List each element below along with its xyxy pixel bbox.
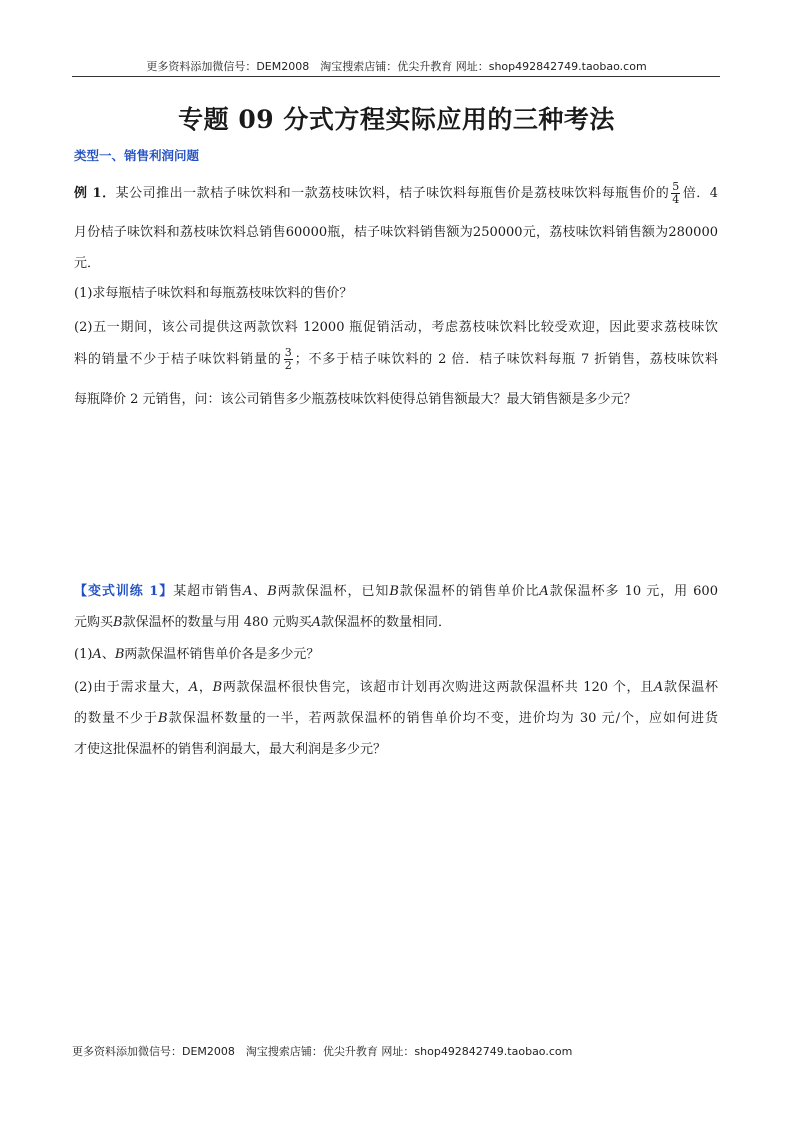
variant1-line1	[74, 580, 718, 599]
fraction-three-halves	[284, 347, 293, 372]
v1-l2-b: 款保温杯的数量与用 480 元购买	[122, 615, 312, 630]
var-a: A	[311, 615, 322, 630]
v1-q2-c: 款保温杯	[663, 680, 718, 695]
v1-l2-a: 元购买	[74, 615, 114, 630]
v1-q2-a: (2)由于需求量大，	[74, 680, 189, 695]
page-title: 专题 09 分式方程实际应用的三种考法	[178, 105, 615, 134]
v1-t4: 款保温杯多 10 元，用 600	[548, 584, 718, 599]
example1-question2-line2	[74, 347, 718, 372]
var-b: B	[212, 680, 223, 695]
example1-line1	[74, 181, 718, 206]
example1-line2: 月份桔子味饮料和荔枝味饮料总销售60000瓶，桔子味饮料销售额为250000元，荔枝味饮料销售额为280000	[74, 225, 718, 240]
var-b: B	[113, 615, 123, 630]
v1-sep: 、	[252, 584, 268, 599]
var-a: A	[653, 680, 664, 695]
variant1-line2	[74, 611, 451, 630]
fraction-numerator: 3	[284, 346, 292, 359]
v1-q2-b: 两款保温杯很快售完，该超市计划再次购进这两款保温杯共 120 个，且	[222, 680, 654, 695]
v1-sep: 、	[101, 647, 115, 662]
variant1-tag: 【变式训练 1】	[74, 584, 174, 599]
v1-q2-l2-b: 款保温杯数量的一半，若两款保温杯的销售单价均不变，进价均为 30 元/个，应如何进货	[167, 711, 718, 726]
variant1-question2-line2	[74, 707, 718, 726]
var-b: B	[158, 711, 168, 726]
var-a: A	[539, 584, 549, 599]
example1-text-a: 某公司推出一款桔子味饮料和一款荔枝味饮料，桔子味饮料每瓶售价是荔枝味饮料每瓶售价的	[115, 186, 670, 201]
v1-t3: 款保温杯的销售单价比	[398, 584, 540, 599]
var-a: A	[188, 680, 199, 695]
v1-t2: 两款保温杯，已知	[276, 584, 390, 599]
example1-question2-line3: 每瓶降价 2 元销售，问：该公司销售多少瓶荔枝味饮料使得总销售额最大？最大销售额是多少元？	[74, 392, 637, 407]
v1-l2-c: 款保温杯的数量相同．	[321, 615, 452, 630]
fraction-numerator: 5	[672, 180, 680, 193]
fraction-five-fourths	[671, 181, 680, 206]
var-b: B	[389, 584, 399, 599]
fraction-denominator: 2	[284, 359, 292, 372]
v1-q2-l2-a: 的数量不少于	[74, 711, 159, 726]
v1-comma: ，	[198, 680, 213, 695]
example1-text-b: 倍．4	[682, 186, 718, 201]
var-b: B	[267, 584, 277, 599]
page-header: 更多资料添加微信号：DEM2008 淘宝搜索店铺：优尖升教育 网址：shop492842749.taobao.com	[146, 60, 647, 73]
v1-t1: 某超市销售	[173, 584, 243, 599]
section-heading-sales-profit: 类型一、销售利润问题	[74, 148, 200, 163]
variant1-question2-line1	[74, 676, 718, 695]
example1-question2-line1: (2)五一期间，该公司提供这两款饮料 12000 瓶促销活动，考虑荔枝味饮料比较受欢迎，因此要求荔枝味饮	[74, 320, 718, 335]
q2-text-b: ；不多于桔子味饮料的 2 倍．桔子味饮料每瓶 7 折销售，荔枝味饮料	[294, 352, 718, 367]
variant1-question1	[74, 643, 319, 662]
example1-line3: 元．	[74, 256, 101, 271]
example1-label: 例 1．	[74, 186, 116, 201]
v1-q1-a: (1)	[74, 647, 93, 662]
v1-q1-b: 两款保温杯销售单价各是多少元？	[124, 647, 320, 662]
q2-text-a: 料的销量不少于桔子味饮料销量的	[74, 352, 282, 367]
page-footer: 更多资料添加微信号：DEM2008 淘宝搜索店铺：优尖升教育 网址：shop492842749.taobao.com	[72, 1045, 573, 1058]
var-a: A	[242, 584, 253, 599]
variant1-question2-line3: 才使这批保温杯的销售利润最大，最大利润是多少元？	[74, 742, 387, 757]
header-rule	[72, 76, 720, 77]
var-a: A	[92, 647, 102, 662]
example1-question1: (1)求每瓶桔子味饮料和每瓶荔枝味饮料的售价？	[74, 286, 353, 301]
var-b: B	[114, 647, 125, 662]
fraction-denominator: 4	[672, 193, 680, 206]
